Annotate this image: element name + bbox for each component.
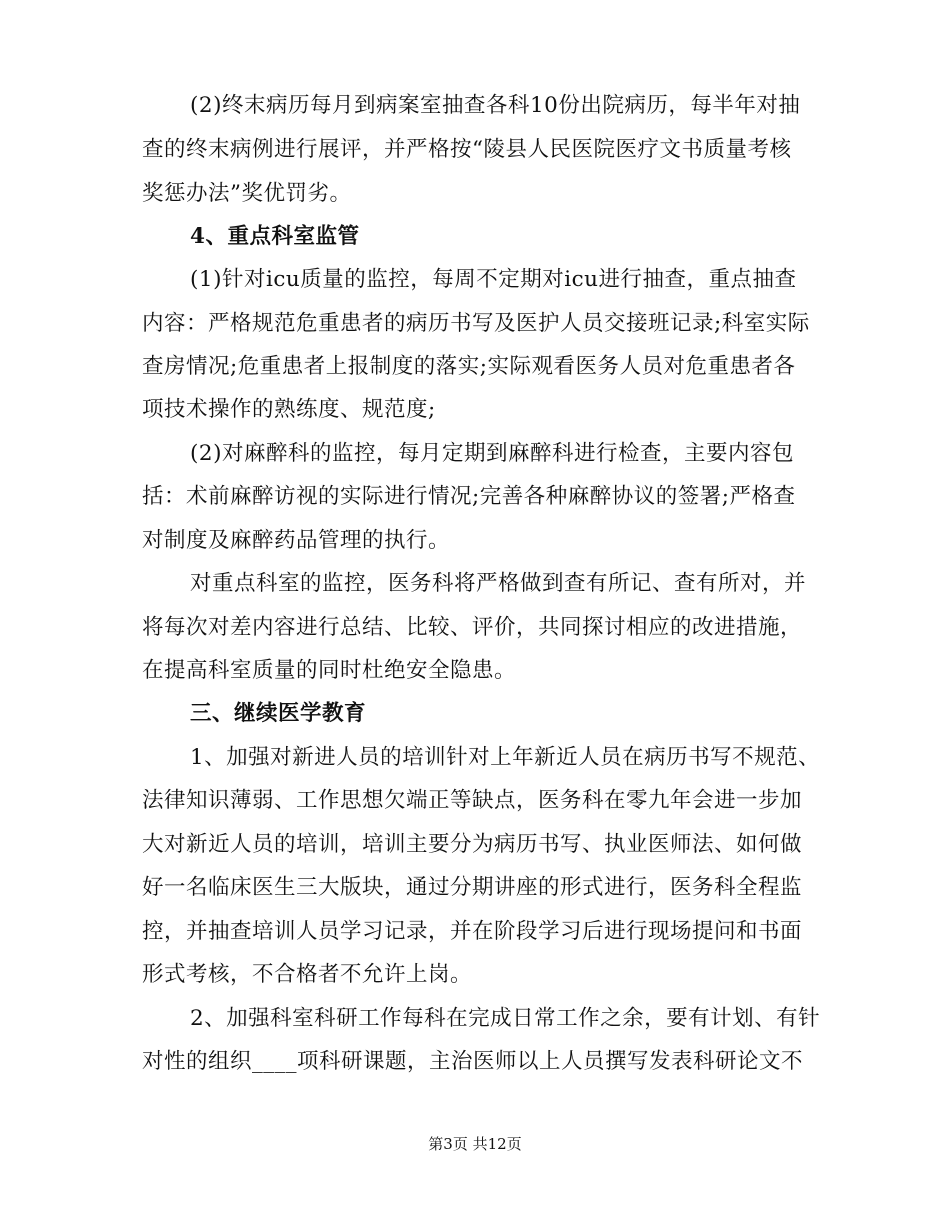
paragraph-line: 好一名临床医生三大版块，通过分期讲座的形式进行，医务科全程监 <box>142 875 803 900</box>
paragraph-line: 2、加强科室科研工作每科在完成日常工作之余，要有计划、有针 <box>190 1006 821 1031</box>
paragraph-line: 法律知识薄弱、工作思想欠端正等缺点，医务科在零九年会进一步加 <box>142 788 803 813</box>
page-number-footer: 第3页 共12页 <box>428 1135 522 1153</box>
paragraph-line: (1)针对icu质量的监控，每周不定期对icu进行抽查，重点抽查 <box>190 267 797 292</box>
paragraph-line: 奖惩办法”奖优罚劣。 <box>142 181 352 206</box>
section-heading: 4、重点科室监管 <box>190 224 360 249</box>
paragraph-line: (2)终末病历每月到病案室抽查各科10份出院病历，每半年对抽 <box>190 93 801 118</box>
paragraph-line: 1、加强对新进人员的培训针对上年新近人员在病历书写不规范、 <box>190 745 821 770</box>
paragraph-line: 在提高科室质量的同时杜绝安全隐患。 <box>142 658 517 683</box>
paragraph-line: 对性的组织____项科研课题，主治医师以上人员撰写发表科研论文不 <box>142 1049 804 1074</box>
paragraph-line: 对制度及麻醉药品管理的执行。 <box>142 528 451 553</box>
paragraph-line: 项技术操作的熟练度、规范度; <box>142 397 436 422</box>
paragraph-line: 内容：严格规范危重患者的病历书写及医护人员交接班记录;科室实际 <box>142 311 810 336</box>
paragraph-line: 查的终末病例进行展评，并严格按“陵县人民医院医疗文书质量考核 <box>142 137 792 162</box>
paragraph-line: 查房情况;危重患者上报制度的落实;实际观看医务人员对危重患者各 <box>142 354 796 379</box>
paragraph-line: 对重点科室的监控，医务科将严格做到查有所记、查有所对，并 <box>190 571 807 596</box>
paragraph-line: 形式考核，不合格者不允许上岗。 <box>142 962 473 987</box>
paragraph-line: 大对新近人员的培训，培训主要分为病历书写、执业医师法、如何做 <box>142 832 803 857</box>
paragraph-line: 括：术前麻醉访视的实际进行情况;完善各种麻醉协议的签署;严格查 <box>142 484 796 509</box>
paragraph-line: 控，并抽查培训人员学习记录，并在阶段学习后进行现场提问和书面 <box>142 919 803 944</box>
section-heading: 三、继续医学教育 <box>190 701 367 726</box>
paragraph-line: (2)对麻醉科的监控，每月定期到麻醉科进行检查，主要内容包 <box>190 441 794 466</box>
paragraph-line: 将每次对差内容进行总结、比较、评价，共同探讨相应的改进措施， <box>142 615 803 640</box>
